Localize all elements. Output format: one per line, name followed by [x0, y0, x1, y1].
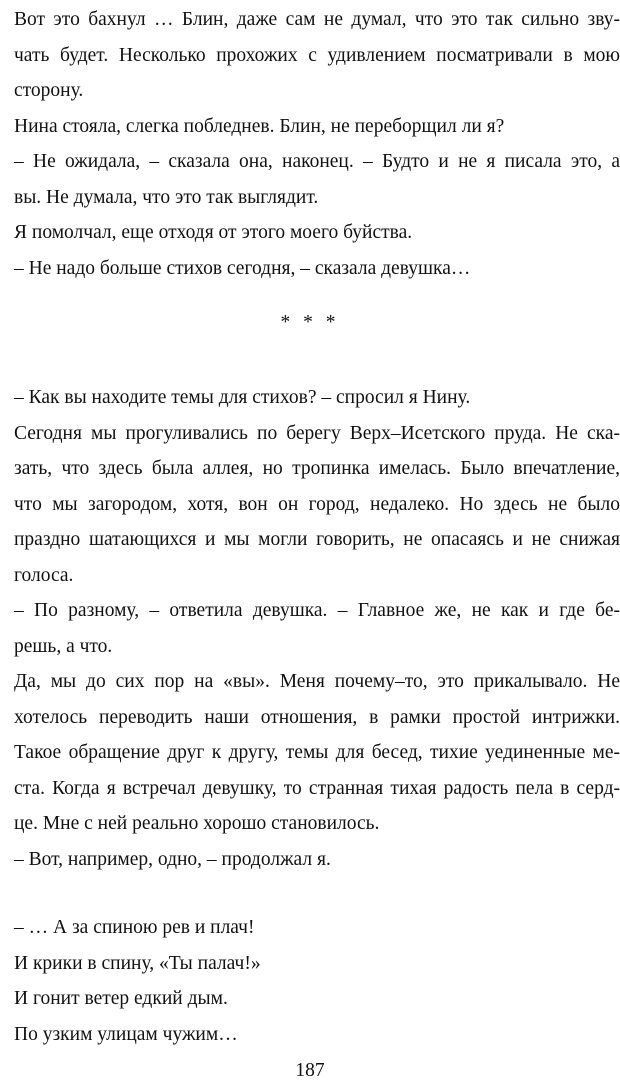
paragraph	[14, 664, 620, 842]
text-line: – По разному, – ответила девушка. – Главное же, не как и где бе-	[14, 600, 620, 621]
text-line: Да, мы до сих пор на «вы». Меня почему–то, это прикалывало. Не	[14, 671, 620, 692]
paragraph	[14, 144, 620, 215]
text-line: Сегодня мы прогуливались по берегу Верх–Исетского пруда. Не ска-	[14, 422, 620, 444]
paragraph	[14, 380, 620, 416]
text-line: це. Мне с ней реально хорошо становилось.	[14, 813, 380, 834]
section-separator: * * *	[280, 312, 340, 333]
text-line: зать, что здесь была аллея, но тропинка имелась. Было впечатление,	[14, 458, 620, 479]
paragraph	[14, 215, 620, 251]
text-line: чать будет. Несколько прохожих с удивлением посматривали в мою	[14, 44, 620, 66]
verse-line: И гонит ветер едкий дым.	[14, 988, 228, 1009]
text-line: Я помолчал, еще отходя от этого моего буйства.	[14, 222, 413, 243]
text-line: вы. Не думала, что это так выглядит.	[14, 186, 319, 208]
paragraph	[14, 2, 620, 109]
text-line: – Не ожидала, – сказала она, наконец. – Будто и не я писала это, а	[14, 151, 620, 172]
paragraph	[14, 842, 620, 878]
text-line: – Вот, например, одно, – продолжал я.	[14, 848, 331, 870]
text-line: ста. Когда я встречал девушку, то странная тихая радость пела в серд-	[14, 777, 620, 799]
text-line: Такое обращение друг к другу, темы для бесед, тихие уединенные ме-	[14, 742, 620, 763]
text-line: Вот это бахнул … Блин, даже сам не думал, что это так сильно зву-	[14, 9, 620, 30]
paragraph	[14, 109, 620, 145]
verse-block	[14, 910, 620, 1052]
text-line: голоса.	[14, 564, 74, 586]
text-line: праздно шатающихся и мы могли говорить, не опасаясь и не снижая	[14, 529, 620, 550]
text-line: Нина стояла, слегка побледнев. Блин, не переборщил ли я?	[14, 115, 505, 137]
text-line: – Не надо больше стихов сегодня, – сказала девушка…	[14, 257, 471, 279]
verse-line: – … А за спиною рев и плач!	[14, 917, 255, 938]
text-block-top	[14, 2, 620, 286]
paragraph	[14, 251, 620, 287]
paragraph	[14, 593, 620, 664]
text-line: сторону.	[14, 80, 84, 101]
verse-line: И крики в спину, «Ты палач!»	[14, 952, 261, 974]
text-line: – Как вы находите темы для стихов? – спросил я Нину.	[14, 387, 471, 408]
text-line: решь, а что.	[14, 635, 113, 657]
page-number: 187	[295, 1060, 325, 1081]
text-block-middle	[14, 380, 620, 877]
paragraph	[14, 416, 620, 594]
text-line: хотелось переводить наши отношения, в рамки простой интрижки.	[14, 706, 620, 728]
verse-line: По узким улицам чужим…	[14, 1023, 238, 1045]
text-line: что мы загородом, хотя, вон он город, недалеко. Но здесь не было	[14, 493, 620, 515]
